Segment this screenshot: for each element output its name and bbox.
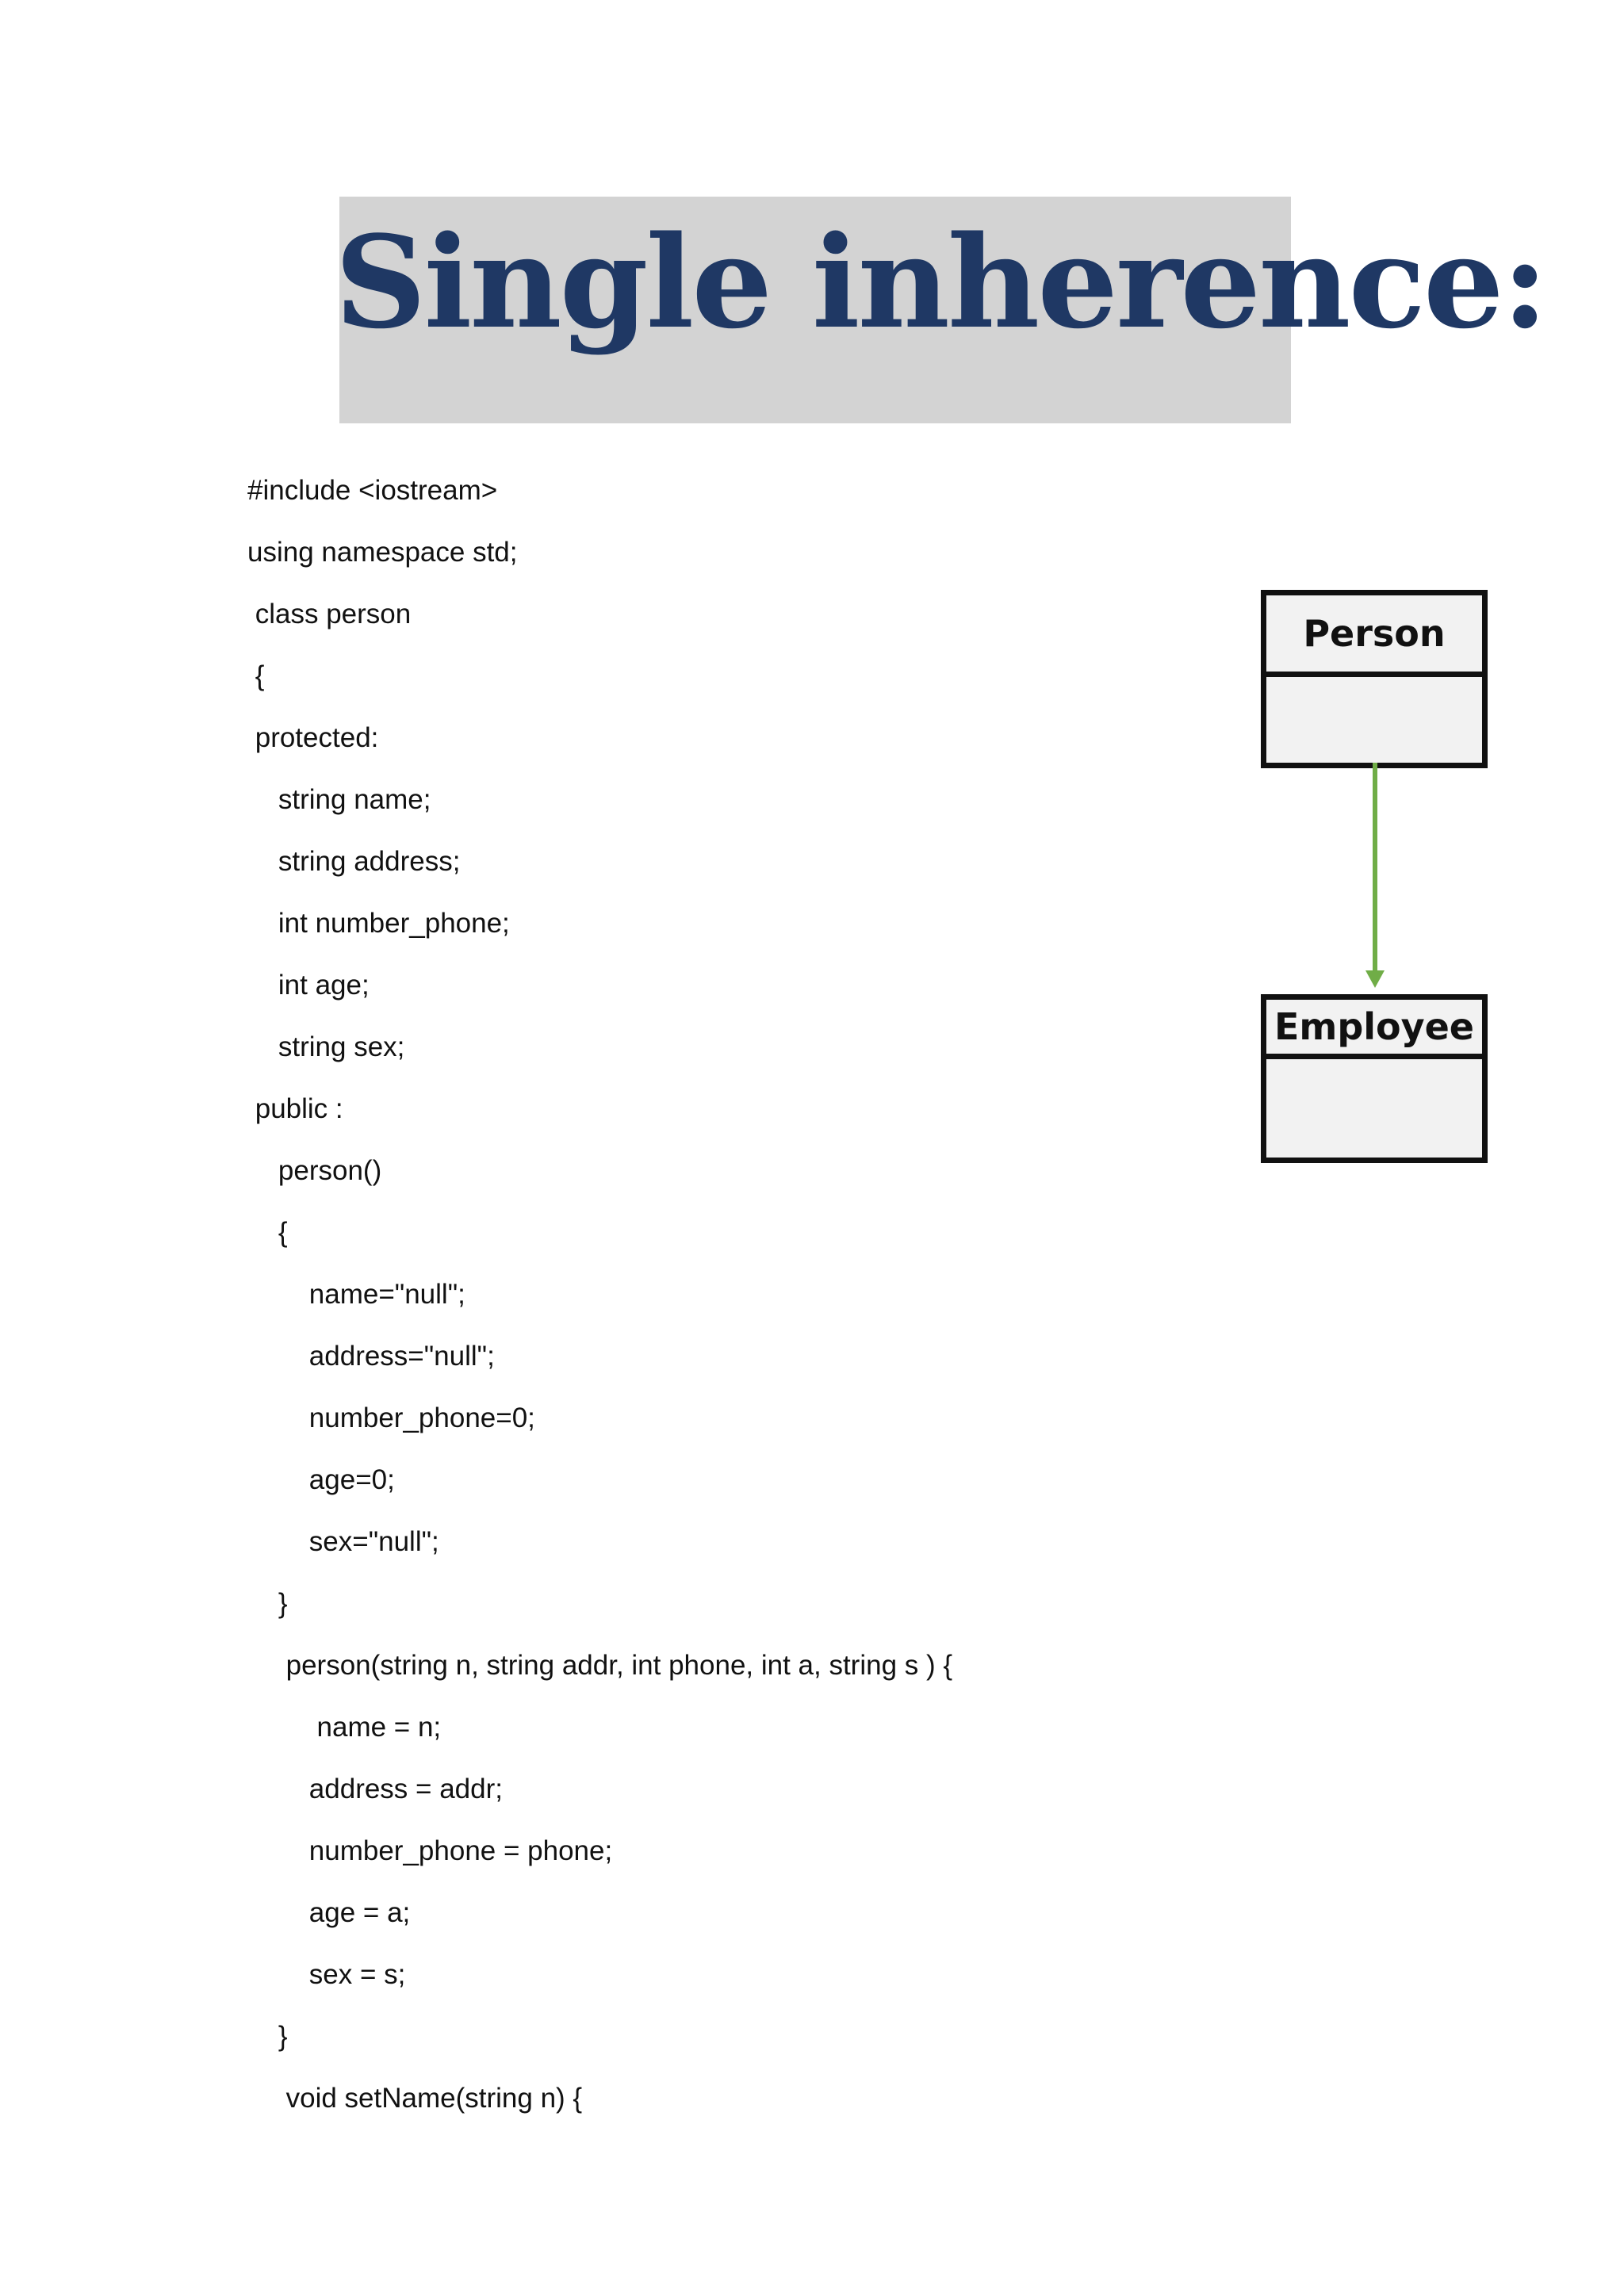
code-line: name = n; — [247, 1712, 442, 1743]
code-line: number_phone=0; — [247, 1402, 535, 1433]
code-line: #include <iostream> — [247, 475, 498, 506]
code-line: int age; — [247, 970, 370, 1001]
code-line: { — [247, 660, 265, 691]
code-line: string address; — [247, 846, 461, 877]
inheritance-arrow — [1348, 763, 1396, 993]
code-line: int number_phone; — [247, 908, 510, 939]
title-banner — [335, 197, 1546, 423]
page-title: Single inherence: — [335, 208, 1546, 357]
code-line: sex="null"; — [247, 1526, 439, 1557]
code-line: address = addr; — [247, 1774, 503, 1804]
code-line: string sex; — [247, 1031, 405, 1062]
code-line: age = a; — [247, 1897, 411, 1928]
code-line: } — [247, 2021, 288, 2052]
code-line: public : — [247, 1093, 343, 1124]
code-line: class person — [247, 599, 412, 629]
code-line: string name; — [247, 784, 431, 815]
code-line: name="null"; — [247, 1279, 465, 1310]
code-line: number_phone = phone; — [247, 1835, 613, 1866]
uml-class-person — [1261, 590, 1488, 768]
code-line: { — [247, 1217, 288, 1248]
code-line: age=0; — [247, 1464, 395, 1495]
code-line: } — [247, 1588, 288, 1619]
uml-class-body — [1266, 677, 1482, 763]
arrow-head — [1365, 970, 1385, 988]
code-line: void setName(string n) { — [247, 2083, 583, 2114]
code-line: person() — [247, 1155, 382, 1186]
code-block — [247, 460, 952, 2130]
code-line: address="null"; — [247, 1341, 495, 1372]
uml-class-name: Person — [1266, 595, 1482, 677]
uml-class-employee — [1261, 994, 1488, 1163]
code-line: person(string n, string addr, int phone, int a, string s ) { — [247, 1650, 953, 1681]
uml-class-name: Employee — [1266, 1000, 1482, 1059]
uml-class-body — [1266, 1059, 1482, 1158]
code-line: sex = s; — [247, 1959, 406, 1990]
code-line: using namespace std; — [247, 537, 518, 568]
code-line: protected: — [247, 722, 379, 753]
